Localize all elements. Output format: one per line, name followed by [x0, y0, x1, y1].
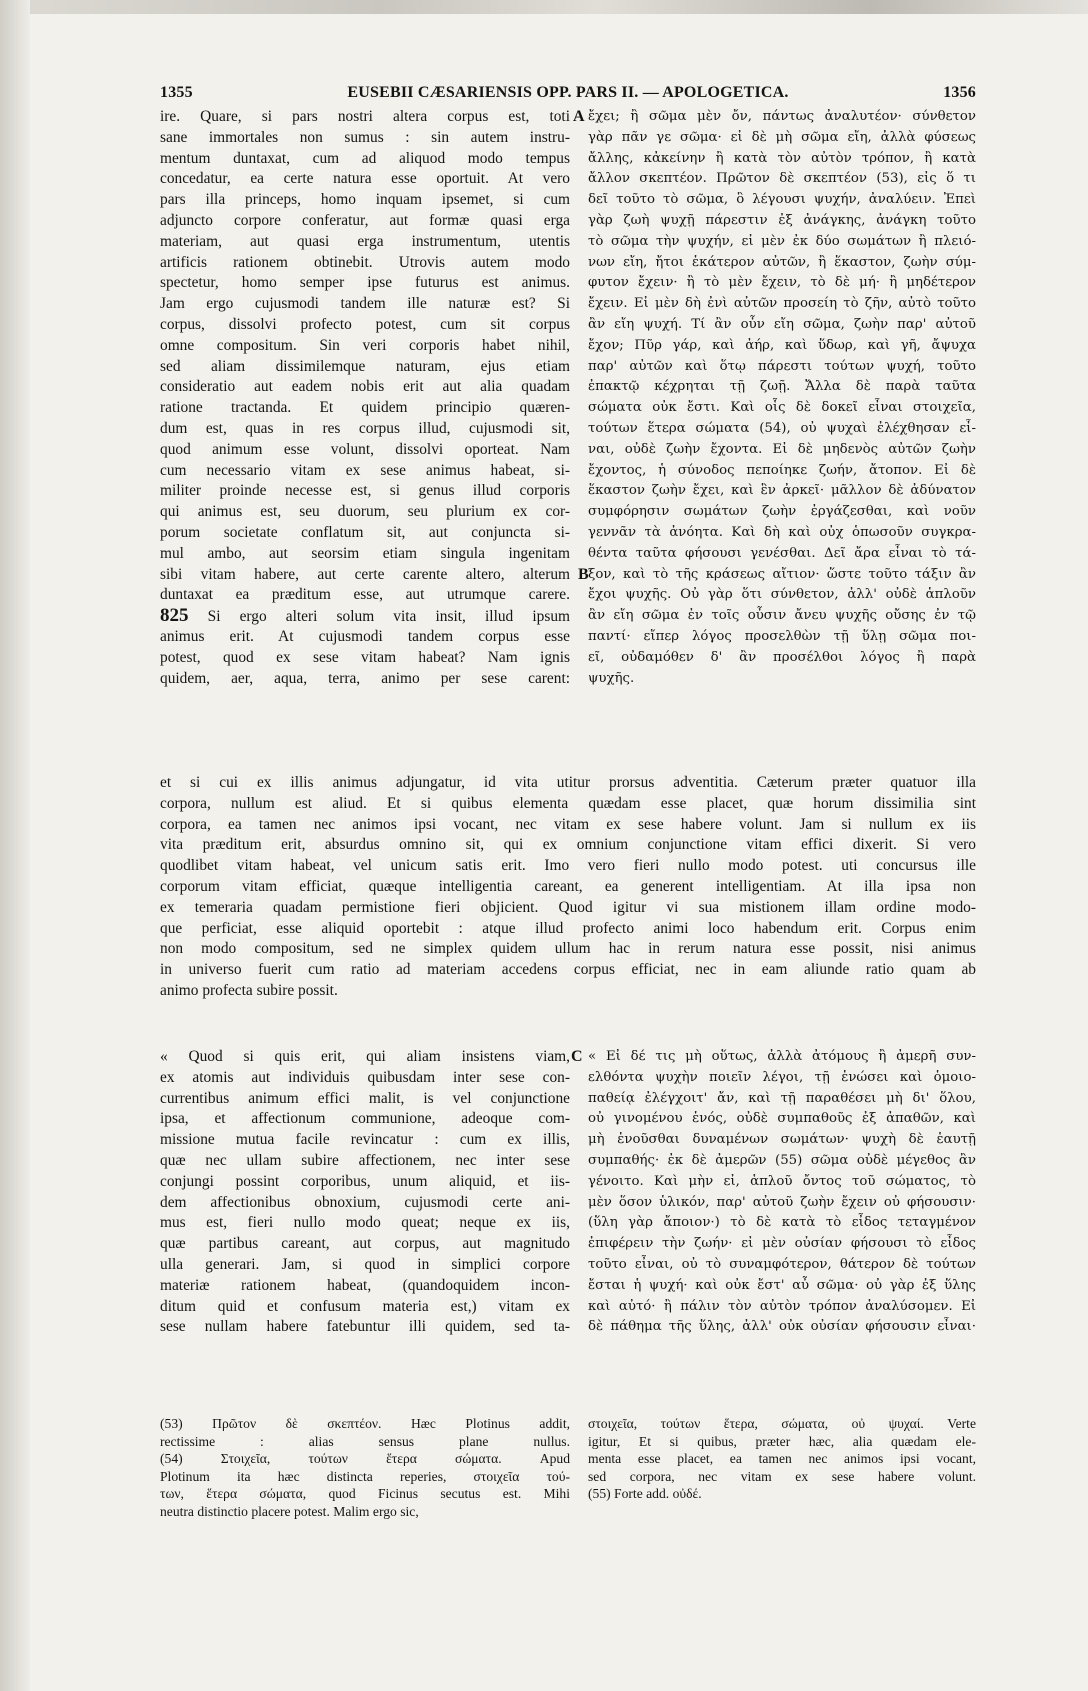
- latin-text-line: in universo fuerit cum ratio ad materiam accedens corpus efficiat, nec in eam aliunde ratio quam ab: [160, 961, 976, 979]
- latin-text-line: ipsa, et affectionum communione, adeoque com-: [160, 1110, 570, 1128]
- greek-text-line: παντί· εἴπερ λόγος προσελθὼν τῇ ὕλῃ σῶμα ποι-: [588, 628, 976, 644]
- greek-text-line: ἐπιφέρειν τὴν ζωήν· εἰ μὲν οὐσίαν φήσουσι τὸ εἶδος: [588, 1236, 976, 1252]
- latin-text-line: corporum vitam efficiat, quæque intelligentia careant, ea generent intelligentiam. At illa ipsa non: [160, 877, 976, 895]
- latin-text-line: materiam, aut quasi erga instrumentum, utentis: [160, 232, 570, 250]
- running-header: [160, 81, 976, 105]
- greek-text-line: ἄλλον σκεπτέον. Πρῶτον δὲ σκεπτέον (53), εἰς ὅ τι: [588, 171, 976, 187]
- latin-text-line: quæ nec ullam subire affectionem, nec inter sese: [160, 1151, 570, 1169]
- greek-text-line: ἄλλης, κἀκείνην ἢ κατὰ τὸν αὐτὸν τρόπον, ἢ κατὰ: [588, 150, 976, 166]
- greek-text-line: ἔχον; Πῦρ γάρ, καὶ ἀήρ, καὶ ὕδωρ, καὶ γῆ, ἄψυχα: [588, 337, 976, 353]
- greek-text-line: ἔχει; ἢ σῶμα μὲν ὄν, πάντως ἀναλυτέον· σύνθετον: [588, 109, 976, 124]
- latin-text-line: ex temeraria quadam permistione fieri objicient. Quod igitur vi sua mistionem illam ordine modo-: [160, 898, 976, 916]
- latin-text-line: ire. Quare, si pars nostri altera corpus est, toti: [160, 108, 570, 125]
- greek-text-line: ξον, καὶ τὸ τῆς κράσεως αἴτιον· ὥστε τοῦτο τάξιν ἂν: [588, 566, 976, 582]
- greek-text-line: τούτων ἕτερα σώματα (54), οὐ ψυχαὶ ἐλέχθησαν εἶ-: [588, 420, 976, 436]
- column-marker-a: A: [573, 108, 585, 125]
- latin-text-line: missione mutua facile revincatur : cum ex illis,: [160, 1131, 570, 1149]
- footnote-line: menta esse placet, ea tamen nec animos ipsi vocant,: [588, 1451, 976, 1466]
- latin-text-line: quidem, aer, aqua, terra, animo per sese carent:: [160, 669, 570, 687]
- scan-edge-left: [0, 0, 30, 1691]
- latin-text-line: mentum duntaxat, cum ad aliquod modo tempus: [160, 149, 570, 167]
- greek-text-line: θέντα ταῦτα φήσουσι γενέσθαι. Δεῖ ἄρα εἶναι τὸ τά-: [588, 545, 976, 561]
- greek-text-line: νων εἴη, ἤτοι ἑκάτερον αὐτῶν, ἢ ἕκαστον, ζωὴν σύμ-: [588, 254, 976, 270]
- latin-text-line: quodlibet vitam habeat, vel unicum satis erit. Imo vero fieri nullo modo potest. uti concursus ille: [160, 857, 976, 875]
- latin-text-line: potest, quod ex sese vitam habeat? Nam ignis: [160, 648, 570, 666]
- footnote-line: Plotinum ita hæc distincta reperies, στοιχεῖα τού-: [160, 1468, 570, 1484]
- greek-text-line: ἔσται ἡ ψυχή· καὶ οὐκ ἔστ' αὖ σῶμα· οὐ γὰρ ἐξ ὕλης: [588, 1277, 976, 1293]
- page-number-right: 1356: [943, 84, 976, 101]
- greek-text-line: συμφόρησιν σωμάτων ζωὴν ἐργάζεσθαι, καὶ νοῦν: [588, 504, 976, 520]
- latin-text-line: corpora, ea tamen nec animos ipsi vocant, nec vitam ex sese habere volunt. Jam si nullum ex iis: [160, 815, 976, 833]
- paragraph-number: 825: [160, 606, 189, 627]
- footnote-line: igitur, Et si quibus, præter hæc, alia quædam ele-: [588, 1433, 976, 1449]
- latin-text-line: concedatur, ea certe natura esse oportuit. At vero: [160, 170, 570, 188]
- greek-column-bottom: [588, 1047, 976, 1338]
- footnote-line: των, ἕτερα σώματα, quod Ficinus secutus est. Mihi: [160, 1486, 570, 1501]
- greek-text-line: ἕκαστον ζωὴν ἔχει, καὶ ἓν ἀρκεῖ· μᾶλλον δὲ ἀδύνατον: [588, 483, 976, 499]
- latin-text-line: currentibus animum effici malit, is vel conjunctione: [160, 1089, 570, 1107]
- latin-text-line: sane immortales non sumus : sin autem instru-: [160, 128, 570, 146]
- latin-text-line: sese nullam habere fatebuntur illi quidem, sed ta-: [160, 1318, 570, 1336]
- latin-text-line: porum societate conflatum sit, aut conjuncta si-: [160, 523, 570, 541]
- latin-text-line: ulla generari. Jam, si quod in simplici corpore: [160, 1255, 570, 1273]
- latin-text-line: dum est, quas in res corpus illud, cujusmodi sit,: [160, 419, 570, 437]
- latin-text-line: corpus, dissolvi profecto potest, cum sit corpus: [160, 315, 570, 333]
- greek-text-line: ἔχειν. Εἰ μὲν δὴ ἐνὶ αὐτῶν προσείη τὸ ζῆν, αὐτὸ τοῦτο: [588, 296, 976, 312]
- footnote-line: (53) Πρῶτον δὲ σκεπτέον. Hæc Plotinus addit,: [160, 1416, 570, 1431]
- greek-column-top: [588, 107, 976, 689]
- column-marker-b: B: [578, 566, 589, 583]
- greek-text-line: δὲ πάθημα τῆς ὕλης, ἀλλ' οὐκ οὐσίαν φήσουσιν εἶναι·: [588, 1319, 976, 1335]
- latin-text-line: consideratio aut eadem nobis erit aut alia quadam: [160, 378, 570, 396]
- greek-text-line: εῖ, οὐδαμόθεν δ' ἂν προσέλθοι λόγος ἢ παρὰ: [588, 649, 976, 665]
- latin-text-line: corpora, nullum est aliud. Et si quibus elementa quædam esse placet, quæ horum dissimilia sint: [160, 794, 976, 812]
- greek-text-line: οὐ γινομένου ἑνός, οὐδὲ συμπαθοῦς ἐξ ἀπαθῶν, καὶ: [588, 1111, 976, 1127]
- latin-text-line: duntaxat ea præditum esse, aut utrumque carere.: [160, 586, 570, 604]
- latin-text-line: ratione tractanda. Et quidem principio quæren-: [160, 399, 570, 417]
- latin-text-line: quod animum esse volunt, dissolvi oporteat. Nam: [160, 440, 570, 458]
- footnote-line: στοιχεῖα, τούτων ἕτερα, σώματα, οὐ ψυχαί. Verte: [588, 1416, 976, 1431]
- greek-text-line: τὸ σῶμα τὴν ψυχήν, εἰ μὲν ἐκ δύο σωμάτων ἢ πλειό-: [588, 233, 976, 249]
- latin-text-line: ditum quid et confusum materia est,) vitam ex: [160, 1297, 570, 1315]
- greek-text-line: ψυχῆς.: [588, 670, 635, 686]
- greek-text-line: (ὕλη γὰρ ἄποιον·) τὸ δὲ κατὰ τὸ εἶδος τεταγμένον: [588, 1215, 976, 1231]
- latin-text-line: mul ambo, aut seorsim etiam singula ingenitam: [160, 544, 570, 562]
- latin-text-line: pars illa princeps, homo inquam ipsemet, si cum: [160, 191, 570, 209]
- footnote-line: rectissime : alias sensus plane nullus.: [160, 1433, 570, 1449]
- latin-text-line: « Quod si quis erit, qui aliam insistens viam,: [160, 1048, 570, 1065]
- latin-text-line: militer proinde necesse est, si genus illud corporis: [160, 482, 570, 500]
- latin-full-width-passage: [160, 773, 976, 1002]
- greek-text-line: φυτον ἔχειν· ἢ τὸ μὲν ἔχειν, τὸ δὲ μή· ἢ μηδέτερον: [588, 275, 976, 291]
- latin-text-line: conjungi possint corporibus, unum aliquid, et iis-: [160, 1172, 570, 1190]
- greek-text-line: παρ' αὐτῶν καὶ ὅτῳ πάρεστι τούτων ψυχή, τοῦτο: [588, 358, 976, 374]
- greek-text-line: σώματα οὐκ ἔστι. Καὶ οἷς δὲ δοκεῖ εἶναι στοιχεῖα,: [588, 400, 976, 416]
- latin-text-line: que perficiat, esse aliquid oportebit : atque illud profecto animi loco habendum erit. Corpus enim: [160, 919, 976, 937]
- latin-text-line: omne compositum. Sin veri corporis habet nihil,: [160, 336, 570, 354]
- latin-text-line: quæ partibus careant, aut corpus, aut magnitudo: [160, 1235, 570, 1253]
- greek-text-line: ἔχοντος, ἡ σύνοδος πεποίηκε ζωήν, ἄτοπον. Εἰ δὲ: [588, 462, 976, 478]
- greek-text-line: γεννᾶν τὰ ἀνόητα. Καὶ δὴ καὶ οὐχ ὁπωσοῦν συγκρα-: [588, 524, 976, 540]
- latin-column-bottom: [160, 1047, 570, 1338]
- column-marker-c: C: [571, 1048, 583, 1065]
- greek-text-line: μὴ ἑνοῦσθαι δυναμένων σωμάτων· ψυχὴ δὲ ἑαυτῇ: [588, 1132, 976, 1148]
- running-title: EUSEBII CÆSARIENSIS OPP. PARS II. — APOLOGETICA.: [347, 84, 789, 101]
- latin-text-line: sed aliam dissimilemque naturam, ejus etiam: [160, 357, 570, 375]
- latin-text-line: vita præditum erit, absurdus omnino sit, qui ex omnium conjunctione vitam effici dixerit. Si vero: [160, 836, 976, 854]
- latin-text-line: adjuncto corpore conferatur, aut formæ quasi erga: [160, 211, 570, 229]
- greek-text-line: γὰρ πᾶν γε σῶμα· εἰ δὲ μὴ σῶμα εἴη, ἀλλὰ φύσεως: [588, 129, 976, 145]
- greek-text-line: τοῦτο εἶναι, οὐ τὸ συναμφότερον, θάτερον δὲ τούτων: [588, 1256, 976, 1272]
- greek-text-line: μὲν ὅσον ὑλικόν, παρ' αὐτοῦ ζωὴν ἔχειν οὐ φήσουσιν·: [588, 1194, 976, 1210]
- footnote-line: neutra distinctio placere potest. Malim ergo sic,: [160, 1503, 419, 1519]
- latin-text-line: Jam ergo cujusmodi tandem ille naturæ est? Si: [160, 295, 570, 313]
- greek-text-line: ελθόντα ψυχὴν ποιεῖν λέγοι, τῇ ἑνώσει καὶ ὁμοιο-: [588, 1069, 976, 1085]
- greek-text-line: καὶ αὐτό· ἢ πάλιν τὸν αὐτὸν τρόπον ἀναλύσομεν. Εἰ: [588, 1298, 976, 1314]
- latin-text-line: qui animus est, seu duorum, seu plurium ex cor-: [160, 503, 570, 521]
- greek-text-line: συμπαθής· ἐκ δὲ ἀμερῶν (55) σῶμα οὐδὲ μέγεθος ἂν: [588, 1152, 976, 1168]
- latin-text-line: non modo compositum, sed ne simplex quidem ullum hac in rerum natura esse possit, nisi animus: [160, 940, 976, 958]
- latin-text-line: mus est, fieri nullo modo queat; neque ex iis,: [160, 1214, 570, 1232]
- greek-text-line: ἐπακτῷ κέχρηται τῇ ζωῇ. Ἄλλα δὲ παρὰ ταῦτα: [588, 379, 976, 395]
- latin-text-line: animo profecta subire possit.: [160, 981, 338, 999]
- scan-edge-top: [0, 0, 1088, 14]
- latin-text-line: sibi vitam habere, aut certe carente altero, alterum: [160, 565, 570, 583]
- latin-text-line: ex atomis aut individuis quibusdam inter sese con-: [160, 1068, 570, 1086]
- greek-text-line: « Εἰ δέ τις μὴ οὕτως, ἀλλὰ ἀτόμους ἢ ἀμερῆ συν-: [588, 1049, 976, 1064]
- latin-text-line: artificis rationem obtinebit. Utrovis autem modo: [160, 253, 570, 271]
- footnote-line: (55) Forte add. οὐδέ.: [588, 1486, 702, 1501]
- greek-text-line: ἂν εἴη ψυχή. Τί ἂν οὖν εἴη σῶμα, ζωὴν παρ' αὐτοῦ: [588, 316, 976, 332]
- footnote-line: sed corpora, nec vitam ex sese habere volunt.: [588, 1468, 976, 1484]
- greek-text-line: ἂν εἴη σῶμα ἐν τοῖς οὖσιν ἄνευ ψυχῆς οὔσης ἐν τῷ: [588, 608, 976, 624]
- latin-text-line: dem affectionibus obnoxium, cujusmodi certe ani-: [160, 1193, 570, 1211]
- latin-text-line: materiæ rationem habeat, (quandoquidem incon-: [160, 1276, 570, 1294]
- greek-text-line: παθείᾳ ἐλέγχοιτ' ἄν, καὶ τῇ παραθέσει μὴ δι' ὅλου,: [588, 1090, 976, 1106]
- greek-text-line: δεῖ τοῦτο τὸ σῶμα, ὃ λέγουσι ψυχήν, ἀναλύειν. Ἐπεὶ: [588, 192, 976, 208]
- latin-text-line: cum necessario vitam ex sese animus habeat, si-: [160, 461, 570, 479]
- greek-text-line: ἔχοι ψυχῆς. Οὐ γὰρ ὅτι σύνθετον, ἀλλ' οὐδὲ ἁπλοῦν: [588, 587, 976, 603]
- greek-text-line: γὰρ ζωὴ ψυχῇ πάρεστιν ἐξ ἀνάγκης, ἀνάγκη τοῦτο: [588, 212, 976, 228]
- footnotes-right: [588, 1415, 976, 1503]
- latin-text-line: et si cui ex illis animus adjungatur, id vita utitur prorsus adventitia. Cæterum præter quatuor illa: [160, 774, 976, 791]
- latin-column-top: [160, 107, 570, 689]
- greek-text-line: ναι, οὐδὲ ζωὴν ἔχοντα. Εἰ δὲ μηδενὸς αὐτῶν ζωὴν: [588, 441, 976, 457]
- latin-text-line: 825 Si ergo alteri solum vita insit, illud ipsum: [160, 606, 570, 627]
- page-number-left: 1355: [160, 84, 193, 101]
- latin-text-line: animus erit. At cujusmodi tandem corpus esse: [160, 627, 570, 645]
- footnotes-left: [160, 1415, 570, 1520]
- latin-text-line: spectetur, homo semper ipse futurus est animus.: [160, 274, 570, 292]
- footnote-line: (54) Στοιχεῖα, τούτων ἕτερα σώματα. Apud: [160, 1451, 570, 1466]
- greek-text-line: γένοιτο. Καὶ μὴν εἰ, ἁπλοῦ ὄντος τοῦ σώματος, τὸ: [588, 1173, 976, 1189]
